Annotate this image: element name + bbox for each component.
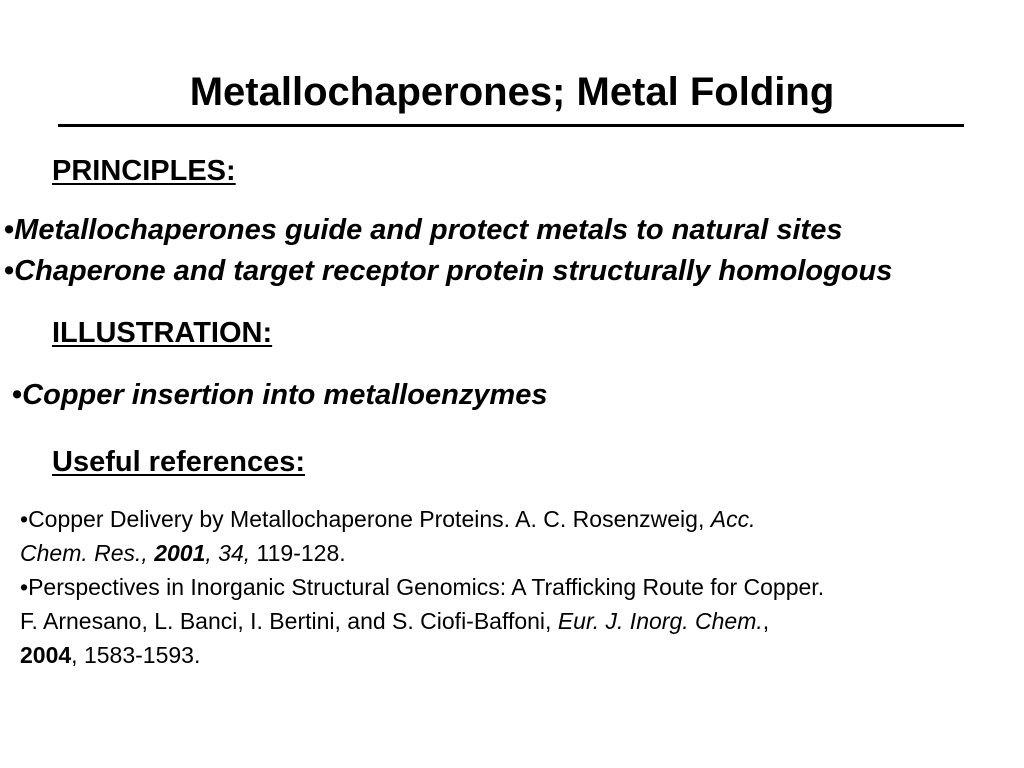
reference-2-authors: F. Arnesano, L. Banci, I. Bertini, and S. Ciofi-Baffoni, bbox=[20, 608, 558, 634]
reference-1-line-2 bbox=[20, 536, 1020, 570]
principles-heading: PRINCIPLES: bbox=[52, 155, 236, 187]
principles-bullet-2-text: Chaperone and target receptor protein structurally homologous bbox=[14, 255, 893, 287]
reference-2-journal: Eur. J. Inorg. Chem. bbox=[557, 608, 763, 634]
bullet-marker: • bbox=[12, 379, 23, 411]
reference-1-journal-part-2: Chem. Res., bbox=[20, 540, 155, 566]
references-list bbox=[20, 502, 1020, 672]
principles-bullet-1 bbox=[4, 213, 842, 247]
bullet-marker: • bbox=[20, 506, 29, 532]
reference-1-journal-part-1: Acc. bbox=[710, 506, 756, 532]
reference-2-year: 2004 bbox=[20, 642, 72, 668]
bullet-marker: • bbox=[4, 255, 15, 287]
reference-1-title-author: Copper Delivery by Metallochaperone Proteins. A. C. Rosenzweig, bbox=[28, 506, 711, 532]
reference-1-volume: , 34, bbox=[205, 540, 251, 566]
illustration-bullet-1 bbox=[12, 378, 547, 412]
bullet-marker: • bbox=[20, 574, 29, 600]
reference-2-line-2 bbox=[20, 604, 1020, 638]
reference-2-separator: , bbox=[762, 608, 770, 634]
references-heading: Useful references: bbox=[52, 446, 306, 478]
reference-1-year: 2001 bbox=[154, 540, 206, 566]
reference-2-pages: , 1583-1593. bbox=[71, 642, 201, 668]
reference-2-title: Perspectives in Inorganic Structural Genomics: A Trafficking Route for Copper. bbox=[28, 574, 825, 600]
illustration-heading: ILLUSTRATION: bbox=[52, 317, 273, 349]
bullet-marker: • bbox=[4, 214, 15, 246]
principles-bullet-2 bbox=[4, 254, 892, 288]
illustration-bullet-1-text: Copper insertion into metalloenzymes bbox=[22, 379, 548, 411]
slide-title: Metallochaperones; Metal Folding bbox=[189, 70, 835, 114]
title-underline-rule bbox=[58, 124, 964, 127]
reference-2-line-1 bbox=[20, 570, 1020, 604]
reference-1-line-1 bbox=[20, 502, 1020, 536]
principles-bullet-1-text: Metallochaperones guide and protect metals to natural sites bbox=[14, 214, 843, 246]
reference-1-pages: 119-128. bbox=[250, 540, 346, 566]
reference-2-line-3 bbox=[20, 638, 1020, 672]
